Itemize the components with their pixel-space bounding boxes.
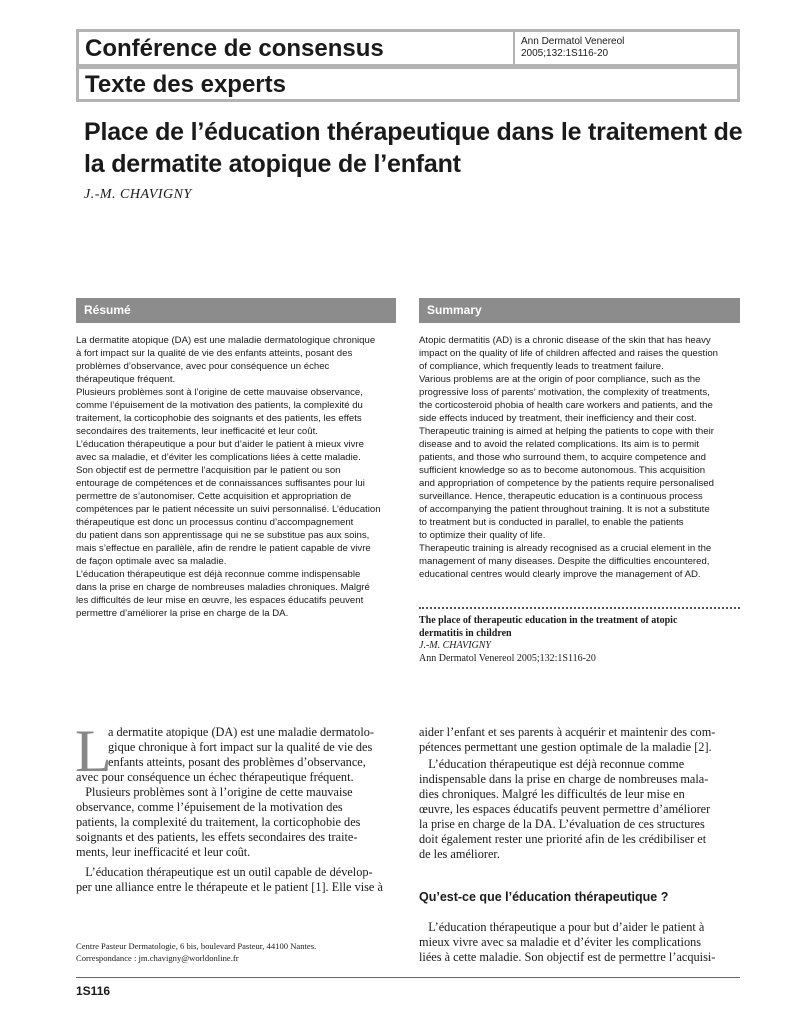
footnote-contact: Correspondance : jm.chavigny@worldonline.fr	[76, 952, 239, 963]
section-title: Conférence de consensus	[85, 35, 384, 62]
journal-name: Ann Dermatol Venereol	[521, 36, 625, 47]
footer-rule	[76, 977, 740, 978]
footnote	[76, 941, 316, 964]
dotted-separator	[419, 607, 740, 609]
footnote-address: Centre Pasteur Dermatologie, 6 bis, boulevard Pasteur, 44100 Nantes.	[76, 941, 317, 951]
body-paragraph-2: Plusieurs problèmes sont à l’origine de cette mauvaise observance, comme l’épuisement de la motivation des patients, la complexité du traitement, la corticophobie des soignants et des patients, les effets secondaires des traite- ments, leur inefficacité et leur coût.	[76, 785, 361, 859]
subsection-header-box	[76, 66, 740, 102]
abstract-en-heading: Summary	[419, 298, 740, 323]
body-paragraph-6: L’éducation thérapeutique a pour but d’aider le patient à mieux vivre avec sa maladie et d’éviter les complications liées à cette maladie. Son objectif est de permettre l’acquisi-	[419, 920, 716, 964]
abstract-fr-heading: Résumé	[76, 298, 396, 323]
journal-volume: 2005;132:1S116-20	[521, 48, 609, 59]
section-subheading: Qu’est-ce que l’éducation thérapeutique ?	[419, 890, 669, 904]
english-title-line2: dermatitis in children	[419, 627, 512, 639]
page-number: 1S116	[76, 984, 111, 998]
body-paragraph-1-end: avec pour conséquence un échec thérapeutique fréquent.	[76, 770, 354, 784]
journal-reference	[521, 36, 624, 60]
body-paragraph-5: L’éducation thérapeutique est déjà reconnue comme indispensable dans la prise en charge de nombreuses mala- dies chroniques. Malgré les difficultés de leur mise en œuvre, les espaces éducatifs peuvent permettre d’améliorer la prise en charge de la DA. L’évaluation de ces structures doit également rester une priorité afin de les crédibiliser et de les améliorer.	[419, 757, 711, 861]
body-paragraph-1-start: a dermatite atopique (DA) est une maladie dermatolo- gique chronique à fort impact sur la qualité de vie des enfants atteints, posant des problèmes d’observance,	[108, 725, 374, 769]
article-author: J.-M. CHAVIGNY	[84, 187, 192, 202]
english-citation: Ann Dermatol Venereol 2005;132:1S116-20	[419, 652, 596, 664]
abstract-en-text: Atopic dermatitis (AD) is a chronic disease of the skin that has heavy impact on the quality of life of children affected and raises the question of compliance, which frequently leads to treatment failure. Various problems are at the origin of poor compliance, such as the progressive loss of parents’ motivation, the complexity of treatments, the corticosteroid phobia of health care workers and patients, and the side effects induced by treatment, their inefficiency and their cost. Therapeutic training is aimed at helping the patients to cope with their disease and to avoid the related complications. Its aim is to permit patients, and those who surround them, to acquire competence and sufficient knowledge so as to become autonomous. This acquisition and appropriation of competence by the patients require personalised surveillance. Hence, therapeutic education is a continuous process of accompanying the patient throughout training. It is not a substitute to treatment but is conducted in parallel, to enable the patients to optimize their quality of life. Therapeutic training is already recognised as a crucial element in the management of many diseases. Despite the difficulties encountered, educational centres would clearly improve the management of AD.	[419, 335, 719, 580]
english-author: J.-M. CHAVIGNY	[419, 640, 491, 651]
drop-cap: L	[75, 718, 112, 784]
article-title: Place de l’éducation thérapeutique dans le traitement de la dermatite atopique de l’enfant	[84, 118, 743, 178]
english-title-line1: The place of therapeutic education in the treatment of atopic	[419, 615, 678, 626]
body-paragraph-4: aider l’enfant et ses parents à acquérir et maintenir des com- pétences permettant une gestion optimale de la maladie [2].	[419, 725, 716, 754]
journal-header-box	[76, 29, 740, 67]
body-paragraph-3: L’éducation thérapeutique est un outil capable de dévelop- per une alliance entre le thérapeute et le patient [1]. Elle vise à	[76, 865, 383, 894]
header-divider	[513, 32, 515, 64]
subsection-title: Texte des experts	[85, 71, 286, 98]
english-reference-block	[419, 615, 677, 665]
abstract-fr-text: La dermatite atopique (DA) est une maladie dermatologique chronique à fort impact sur la qualité de vie des enfants atteints, posant des problèmes d’observance, avec pour conséquence un échec thérapeutique fréquent. Plusieurs problèmes sont à l’origine de cette mauvaise observance, comme l’épuisement de la motivation des patients, la complexité du traitement, la corticophobie des soignants et des patients, les effets secondaires des traitements, leur inefficacité et leur coût. L’éducation thérapeutique a pour but d’aider le patient à mieux vivre avec sa maladie, et d’éviter les complications liées à cette maladie. Son objectif est de permettre l’acquisition par le patient ou son entourage de compétences et de connaissances suffisantes pour lui permettre de s’autonomiser. Cette acquisition et appropriation de compétences par le patient nécessite un suivi personnalisé. L’éducation thérapeutique est donc un processus continu d’accompagnement du patient dans son apprentissage qui ne se substitue pas aux soins, mais s’effectue en parallèle, afin de rendre le patient capable de vivre de façon optimale avec sa maladie. L’éducation thérapeutique est déjà reconnue comme indispensable dans la prise en charge de nombreuses maladies chroniques. Malgré les difficultés de leur mise en œuvre, les espaces éducatifs peuvent permettre d’améliorer la prise en charge de la DA.	[76, 335, 381, 619]
